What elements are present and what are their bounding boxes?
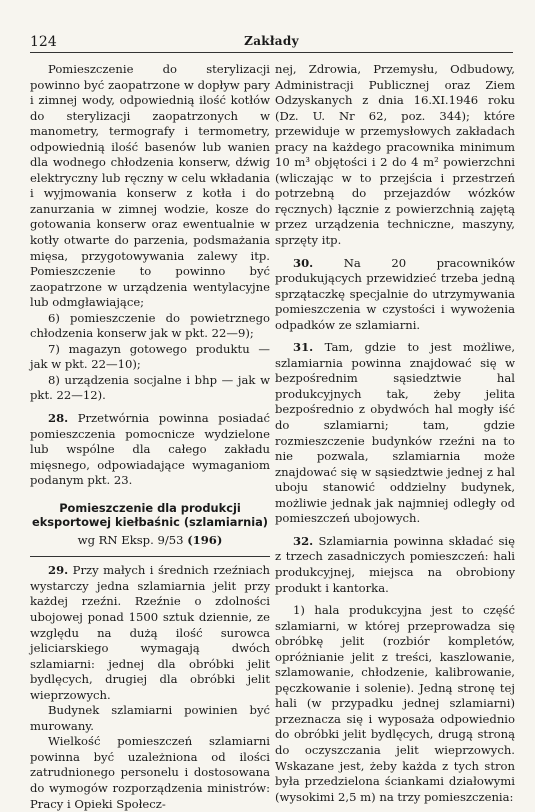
running-head: Zakłady [244,34,299,48]
paragraph-31 [275,340,515,527]
page-number: 124 [30,34,57,50]
paragraph-production-hall: 1) hala produkcyjna jest to część szlamiarni, w której przeprowadza się obróbkę jelit (rozbiór kompletów, opróżnianie jelit z treści, kaszlowanie, szlamowanie, chłodzenie, kalibrowanie, pęczkowanie i solenie). Jedną stronę tej hali (w przypadku jednej szlamiarni) przeznacza się i wyposaża odpowiednio do obróbki jelit bydlęcych, drugą stroną do oczyszczania jelit wieprzowych. Wskazane jest, żeby każda z tych stron była przedzielona ściankami działowymi (wysokimi 2,5 m) na trzy pomieszczenia: [275,603,515,804]
paragraph-size: Wielkość pomieszczeń szlamiarni powinna być uzależniona od ilości zatrudnionego personelu i dostosowana do wymogów rozporządzenia ministrów: Pracy i Opieki Społecz- [30,734,270,811]
paragraph-continuation: nej, Zdrowia, Przemysłu, Odbudowy, Administracji Publicznej oraz Ziem Odzyskanych z dnia 16.XI.1946 roku (Dz. U. Nr 62, poz. 344); które przewiduje w przemysłowych zakładach pracy na każdego pracownika minimum 10 m³ objętości i 2 do 4 m² powierzchni (wliczając w to przejścia i przestrzeń potrzebną do przejazdów wózków ręcznych) łącznie z powierzchnią zajętą przez urządzenia techniczne, maszyny, sprzęty itp. [275,62,515,248]
paragraph-29-number: 29. [48,563,69,578]
paragraph-30-number: 30. [293,255,314,270]
section-reference-text: wg RN Eksp. 9/53 [77,532,184,547]
paragraph-32 [275,534,515,596]
section-divider [30,556,270,557]
paragraph-30-text: Na 20 pracowników produkujących przewidzieć trzeba jedną sprzątaczkę specjalnie do utrzymywania pomieszczenia w czystości i wywożenia odpadków ze szlamiarni. [275,255,515,332]
paragraph-28-number: 28. [48,411,69,426]
paragraph-32-number: 32. [293,533,314,548]
page-header [30,34,513,53]
section-reference [30,533,270,549]
section-reference-number: (196) [187,532,223,547]
right-column [275,62,515,805]
paragraph-28-text: Przetwórnia powinna posiadać pomieszczenia pomocnicze wydzielone lub wspólne dla całego zakładu mięsnego, odpowiadające wymaganiom podanym pkt. 23. [30,411,270,488]
list-item-6: 6) pomieszczenie do powietrznego chłodzenia konserw jak w pkt. 22—9); [30,310,270,341]
paragraph-30 [275,256,515,334]
paragraph-sterilization: Pomieszczenie do sterylizacji powinno być zaopatrzone w dopływ pary i zimnej wody, odpowiednią ilość kotłów do sterylizacji zaopatrzonych w manometry, termografy i termometry, odpowiednią ilość basenów lub wanien dla wodnego chłodzenia konserw, dźwig elektryczny lub ręczny w celu wkładania i wyjmowania konserw z kotła i do zanurzania w zimnej wodzie, kosze do gotowania konserw oraz ewentualnie w kotły otwarte do parzenia, podsmażania mięsa, przygotowywania zalewy itp. Pomieszczenie to powinno być zaopatrzone w urządzenia wentylacyjne lub odmgławiające; [30,62,270,310]
list-item-7: 7) magazyn gotowego produktu — jak w pkt. 22—10); [30,341,270,372]
paragraph-32-text: Szlamiarnia powinna składać się z trzech zasadniczych pomieszczeń: hali produkcyjnej, miejsca na obrobiony produkt i kantorka. [275,533,516,595]
left-column [30,62,270,812]
list-item-8: 8) urządzenia socjalne i bhp — jak w pkt. 22—12). [30,372,270,403]
section-title: Pomieszczenie dla produkcji eksportowej kiełbaśnic (szlamiarnia) [31,500,269,529]
paragraph-building: Budynek szlamiarni powinien być murowany. [30,703,270,733]
paragraph-28 [30,411,270,489]
paragraph-29 [30,563,270,703]
paragraph-29-text: Przy małych i średnich rzeźniach wystarczy jedna szlamiarnia jelit przy każdej rzeźni. Rzeźnie o zdolności ubojowej ponad 1500 sztuk dziennie, ze względu na dużą ilość surowca jeliciarskiego wymagają dwóch szlamiarni: jednej dla obróbki jelit bydlęcych, drugiej dla obróbki jelit wieprzowych. [30,563,271,702]
paragraph-31-number: 31. [293,340,314,355]
paragraph-31-text: Tam, gdzie to jest możliwe, szlamiarnia powinna znajdować się w bezpośrednim sąsiedztwie hal produkcyjnych tak, żeby jelita bezpośrednio z obydwóch hal mogły iść do szlamiarni; tam, gdzie rozmieszczenie budynków rzeźni na to nie pozwala, szlamiarnia może znajdować się w sąsiedztwie jednej z hal uboju stanowić oddzielny budynek, możliwie jednak jak najmniej odległy od pomieszczeń ubojowych. [275,340,516,526]
